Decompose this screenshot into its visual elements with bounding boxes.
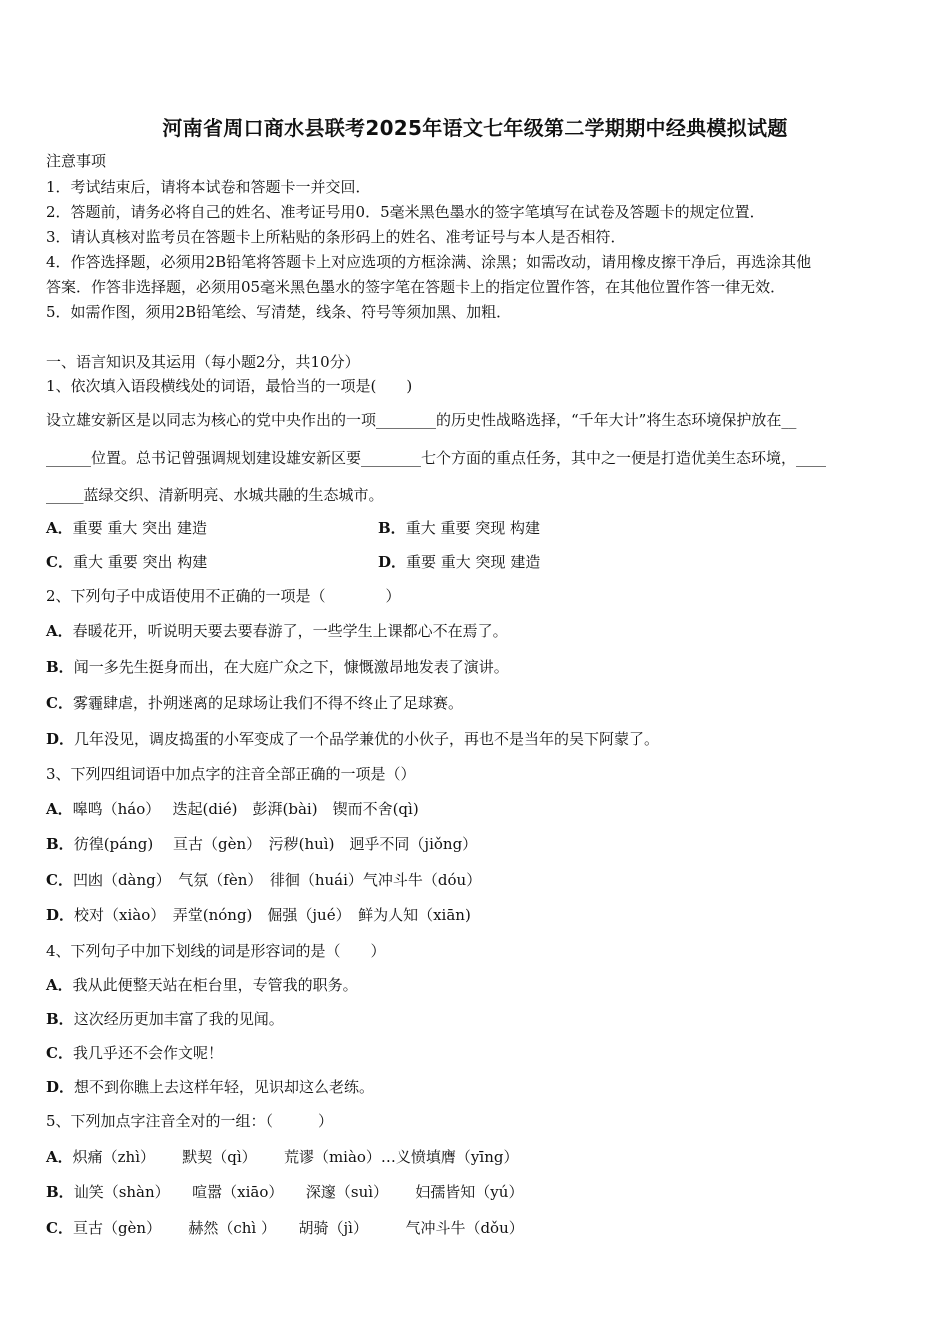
notice-item-4: 4．作答选择题，必须用2B铅笔将答题卡上对应选项的方框涂满、涂黑；如需改动，请用橡皮擦干净后，再选涂其他 bbox=[46, 253, 812, 271]
notice-item-2: 2．答题前，请务必将自己的姓名、准考证号用0．5毫米黑色墨水的签字笔填写在试卷及答题卡的规定位置． bbox=[46, 203, 765, 221]
q2-stem: 2、下列句子中成语使用不正确的一项是（ ） bbox=[46, 587, 401, 605]
q4-option-b-letter: B． bbox=[46, 1010, 74, 1028]
q5-stem: 5、下列加点字注音全对的一组：（ ） bbox=[46, 1112, 334, 1130]
q4-option-a-text: 我从此便整天站在柜台里，专管我的职务。 bbox=[72, 976, 358, 994]
q5-option-b-letter: B． bbox=[46, 1183, 74, 1201]
q3-option-a-letter: A． bbox=[46, 800, 73, 818]
q3-option-c bbox=[46, 870, 481, 890]
section-heading: 一、语言知识及其运用（每小题2分，共10分） bbox=[46, 353, 360, 371]
q5-option-a-letter: A． bbox=[46, 1148, 73, 1166]
q1-passage-line-1: 设立雄安新区是以同志为核心的党中央作出的一项________的历史性战略选择，“千年大计”将生态环境保护放在__ bbox=[46, 411, 797, 429]
notice-heading: 注意事项 bbox=[46, 152, 107, 170]
q5-option-c bbox=[46, 1218, 524, 1238]
q3-option-b-text: 彷徨(páng) 亘古（gèn） 污秽(huì) 迥乎不同（jiǒng） bbox=[73, 835, 478, 853]
q2-option-d-letter: D． bbox=[46, 730, 75, 748]
q3-option-a bbox=[46, 799, 419, 819]
q3-option-b bbox=[46, 834, 477, 854]
q1-option-a bbox=[46, 518, 207, 538]
q4-option-d bbox=[46, 1077, 374, 1097]
q2-option-c bbox=[46, 693, 463, 713]
q4-option-c bbox=[46, 1043, 223, 1063]
q1-option-a-letter: A． bbox=[46, 519, 73, 537]
q1-option-b-letter: B． bbox=[378, 519, 406, 537]
q5-option-c-text: 亘古（gèn） 赫然（chì ） 胡骑（jì） 气冲斗牛（dǒu） bbox=[72, 1219, 524, 1237]
q1-stem: 1、依次填入语段横线处的词语，最恰当的一项是( ) bbox=[46, 377, 413, 395]
q2-option-a-letter: A． bbox=[46, 622, 73, 640]
q4-option-b bbox=[46, 1009, 284, 1029]
q3-option-c-letter: C． bbox=[46, 871, 73, 889]
q1-option-a-text: 重要 重大 突出 建造 bbox=[72, 519, 207, 537]
q2-option-a-text: 春暖花开，听说明天要去要春游了，一些学生上课都心不在焉了。 bbox=[72, 622, 508, 640]
q5-option-a bbox=[46, 1147, 518, 1167]
q1-passage-line-3: _____蓝绿交织、清新明亮、水城共融的生态城市。 bbox=[46, 486, 384, 504]
q1-option-d bbox=[378, 552, 540, 572]
q4-option-d-letter: D． bbox=[46, 1078, 75, 1096]
q1-option-c-letter: C． bbox=[46, 553, 73, 571]
q1-option-b bbox=[378, 518, 540, 538]
q5-option-a-text: 炽痛（zhì） 默契（qì） 荒谬（miào）…义愤填膺（yīng） bbox=[72, 1148, 519, 1166]
q5-option-c-letter: C． bbox=[46, 1219, 73, 1237]
q3-option-b-letter: B． bbox=[46, 835, 74, 853]
q1-option-c bbox=[46, 552, 207, 572]
q3-option-c-text: 凹凼（dàng） 气氛（fèn） 徘徊（huái）气冲斗牛（dóu） bbox=[72, 871, 482, 889]
q2-option-b bbox=[46, 657, 509, 677]
q1-passage-line-2: ______位置。总书记曾强调规划建设雄安新区要________七个方面的重点任务，其中之一便是打造优美生态环境，____ bbox=[46, 449, 827, 467]
q1-option-d-text: 重要 重大 突现 建造 bbox=[406, 553, 541, 571]
q2-option-d bbox=[46, 729, 659, 749]
q4-option-c-letter: C． bbox=[46, 1044, 73, 1062]
page-title: 河南省周口商水县联考2025年语文七年级第二学期期中经典模拟试题 bbox=[162, 116, 788, 140]
q4-option-c-text: 我几乎还不会作文呢！ bbox=[72, 1044, 223, 1062]
q2-option-b-text: 闻一多先生挺身而出，在大庭广众之下，慷慨激昂地发表了演讲。 bbox=[73, 658, 509, 676]
q4-option-b-text: 这次经历更加丰富了我的见闻。 bbox=[73, 1010, 284, 1028]
q5-option-b bbox=[46, 1182, 523, 1202]
q1-option-d-letter: D． bbox=[378, 553, 407, 571]
q1-option-c-text: 重大 重要 突出 构建 bbox=[72, 553, 208, 571]
q3-option-d bbox=[46, 905, 471, 925]
q4-stem: 4、下列句子中加下划线的词是形容词的是（ ） bbox=[46, 942, 386, 960]
notice-item-4-cont: 答案．作答非选择题，必须用05毫米黑色墨水的签字笔在答题卡上的指定位置作答，在其他位置作答一律无效． bbox=[46, 278, 786, 296]
q3-option-d-text: 校对（xiào） 弄堂(nóng) 倔强（jué） 鲜为人知（xiān) bbox=[74, 906, 471, 924]
q5-option-b-text: 讪笑（shàn） 喧嚣（xiāo） 深邃（suì） 妇孺皆知（yú） bbox=[73, 1183, 524, 1201]
q2-option-c-text: 雾霾肆虐，扑朔迷离的足球场让我们不得不终止了足球赛。 bbox=[72, 694, 463, 712]
q2-option-c-letter: C． bbox=[46, 694, 73, 712]
q4-option-a-letter: A． bbox=[46, 976, 73, 994]
q3-option-d-letter: D． bbox=[46, 906, 75, 924]
q4-option-d-text: 想不到你瞧上去这样年轻，见识却这么老练。 bbox=[74, 1078, 375, 1096]
notice-item-5: 5．如需作图，须用2B铅笔绘、写清楚，线条、符号等须加黑、加粗． bbox=[46, 303, 512, 321]
q2-option-d-text: 几年没见，调皮捣蛋的小军变成了一个品学兼优的小伙子，再也不是当年的吴下阿蒙了。 bbox=[74, 730, 660, 748]
q3-stem: 3、下列四组词语中加点字的注音全部正确的一项是（） bbox=[46, 765, 416, 783]
notice-item-1: 1．考试结束后，请将本试卷和答题卡一并交回． bbox=[46, 178, 371, 196]
q3-option-a-text: 嗥鸣（háo） 迭起(dié) 彭湃(bài) 锲而不舍(qì) bbox=[72, 800, 419, 818]
q4-option-a bbox=[46, 975, 358, 995]
q2-option-b-letter: B． bbox=[46, 658, 74, 676]
q1-option-b-text: 重大 重要 突现 构建 bbox=[405, 519, 540, 537]
q2-option-a bbox=[46, 621, 508, 641]
notice-item-3: 3．请认真核对监考员在答题卡上所粘贴的条形码上的姓名、准考证号与本人是否相符． bbox=[46, 228, 626, 246]
